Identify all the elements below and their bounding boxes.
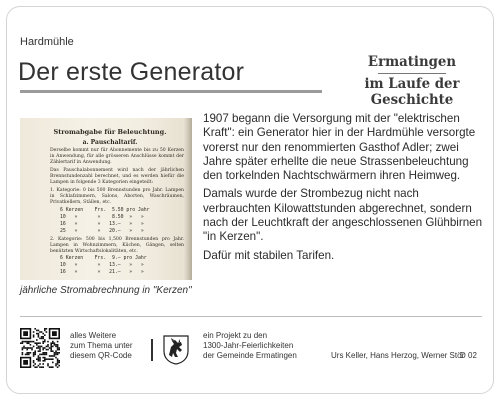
- doc-tariff-row: 10 » » 8.50 » »: [60, 215, 144, 220]
- qr-code[interactable]: [20, 328, 60, 368]
- logo-line-1: Ermatingen: [367, 54, 457, 70]
- image-caption: jährliche Stromabrechnung in "Kerzen": [20, 285, 192, 296]
- doc-paragraph: Das Pauschalabonnement wird nach der jährlichen Brennstundenzahl berechnet, und es werden hiefür die Lampen in folgende 3 Kategorien eingeteilt:: [50, 168, 184, 185]
- doc-paragraph: Derselbe kommt nur für Abonnemente bis zu 50 Kerzen in Anwendung, für alle grösseren Anschlüsse kommt der Zählertarif in Anwendung.: [50, 148, 184, 165]
- tariff-document-image: [20, 118, 192, 280]
- project-note-line: der Gemeinde Ermatingen: [203, 351, 297, 360]
- doc-tariff-row: 25 » » 20.— » »: [60, 229, 144, 234]
- qr-hint-line: alles Weitere: [70, 331, 117, 340]
- footer-divider: [20, 316, 482, 317]
- logo-line-2: im Laufe der Geschichte: [364, 76, 460, 108]
- qr-hint-line: diesem QR-Code: [70, 351, 132, 360]
- board-code: D 02: [460, 351, 477, 360]
- authors: Urs Keller, Hans Herzog, Werner Stör: [331, 351, 465, 360]
- doc-page-edge: [184, 118, 192, 280]
- doc-tariff-row: 16 » » 13.— » »: [60, 222, 144, 227]
- title-divider: [20, 90, 322, 93]
- body-paragraph-3: Dafür mit stabilen Tarifen.: [203, 248, 335, 262]
- page-title: Der erste Generator: [18, 58, 245, 86]
- doc-tariff-row: 6 Kerzen Frs. 9.— pro Jahr: [60, 256, 147, 261]
- doc-paragraph: 1. Kategorie: 0 bis 500 Brennstunden pro Jahr. Lampen in Schlafzimmern, Salons, Aborten, Waschräumen, Privatkellern, Ställen, etc.: [50, 188, 184, 205]
- doc-tariff-row: 16 » » 21.— » »: [60, 270, 144, 275]
- body-paragraph-1: 1907 begann die Versorgung mit der "elektrischen Kraft": ein Generator hier in der Hardmühle versorgte vorerst nur den renommierten Gasthof Adler; zwei Jahre später erhellte die neue Strassenbeleuchtung den torkelnden Nachtschwärmern ihren Heimweg.: [203, 112, 476, 183]
- ermatingen-logo: [338, 54, 486, 108]
- project-note: [203, 331, 297, 361]
- location-kicker: Hardmühle: [20, 36, 74, 48]
- doc-subtitle: a. Pauschaltarif.: [82, 139, 138, 146]
- qr-hint-line: zum Thema unter: [70, 341, 133, 350]
- ermatingen-crest-icon: [163, 335, 189, 365]
- doc-paragraph: 2. Kategorie: 500 bis 1,500 Brennstunden pro Jahr. Lampen in Wohnzimmern, Küchen, Gängen, selten benützten Wirtschaftslokalitäten, etc.: [50, 237, 184, 254]
- doc-tariff-row: 10 » » 13.— » »: [60, 263, 144, 268]
- body-text: [203, 112, 487, 267]
- doc-tariff-row: 6 Kerzen Frs. 5.50 pro Jahr: [60, 208, 150, 213]
- project-note-line: 1300-Jahr-Feierlichkeiten: [203, 341, 294, 350]
- footer-separator: [151, 339, 153, 361]
- logo-underline: [378, 73, 446, 74]
- qr-hint: [70, 331, 133, 361]
- project-note-line: ein Projekt zu den: [203, 331, 268, 340]
- doc-title: Stromabgabe für Beleuchtung.: [53, 128, 167, 136]
- body-paragraph-2: Damals wurde der Strombezug nicht nach verbrauchten Kilowattstunden abgerechnet, sondern nach der Leuchtkraft der angeschlossenen Glühbirnen "in Kerzen".: [203, 187, 483, 244]
